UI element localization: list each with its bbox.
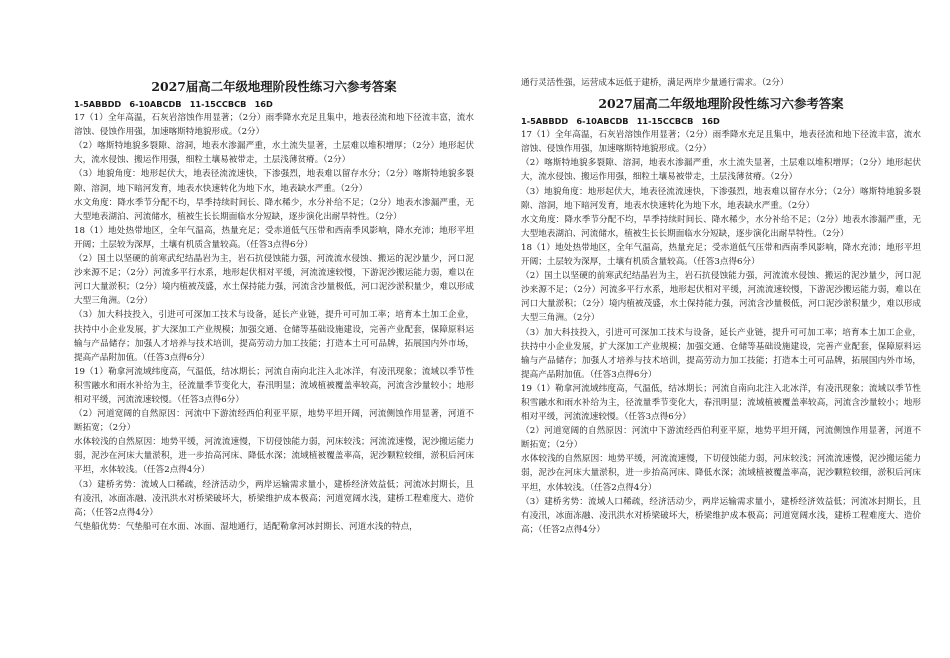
answer-paragraph: （2）河道宽阔的自然原因：河流中下游流经西伯利亚平原，地势平坦开阔，河流侧蚀作用显著，河道不断拓宽；（2分）	[74, 409, 474, 434]
answer-keys: 1-5ABBDD 6-10ABCDB 11-15CCBCB 16D	[74, 99, 273, 109]
answer-paragraph: 水文角度：降水季节分配不均，旱季持续时间长、降水稀少，水分补给不足；（2分）地表水渗漏严重，无大型地表湖泊、河流储水，植被生长长期面临水分短缺，逐步演化出耐旱特性。（2分）	[521, 214, 921, 239]
answer-paragraph: （3）建桥劣势：流域人口稀疏，经济活动少，两岸运输需求量小，建桥经济效益低；河流冰封期长，且有凌汛，冰面冻融、凌汛洪水对桥梁破坏大，桥梁维护成本极高；河道宽阔水浅，建桥工程难度大、造价高；（任答2点得4分）	[521, 496, 921, 535]
answer-paragraph: 18（1）地处热带地区，全年气温高，热量充足；受赤道低气压带和西南季风影响，降水充沛；地形平坦开阔；土层较为深厚，土壤有机质含量较高。（任答3点得6分）	[521, 242, 921, 268]
answer-paragraph: 19（1）勒拿河流域纬度高，气温低，结冰期长；河流自南向北注入北冰洋，有凌汛现象；流域以季节性积雪融水和雨水补给为主，径流量季节变化大，春汛明显；流域植被覆盖率较高，河流含沙量较小；地形相对平缓，河流流速较慢。（任答3点得6分）	[521, 383, 921, 423]
answer-paragraph: （2）喀斯特地貌多裂隙、溶洞，地表水渗漏严重，水土流失显著，土层难以堆积增厚；（2分）地形起伏大，流水侵蚀、搬运作用强，细粒土壤易被带走，土层浅薄贫瘠。（2分）	[521, 158, 921, 183]
left-column	[74, 78, 474, 534]
answer-paragraph: 17（1）全年高温，石灰岩溶蚀作用显著；（2分）雨季降水充足且集中，地表径流和地下径流丰富，流水溶蚀、侵蚀作用强，加速喀斯特地貌形成。（2分）	[521, 130, 921, 155]
answer-paragraph: （2）河道宽阔的自然原因：河流中下游流经西伯利亚平原，地势平坦开阔，河流侧蚀作用显著，河道不断拓宽；（2分）	[521, 426, 921, 451]
answer-paragraph: （3）加大科技投入，引进可可深加工技术与设备，延长产业链，提升可可加工率；培育本土加工企业，扶持中小企业发展，扩大深加工产业规模；加强交通、仓储等基础设施建设，完善产业配套，保障原料运输与产品储存；加强人才培养与技术培训，提高劳动力加工技能；打造本土可可品牌，拓展国内外市场，提高产品附加值。（任答3点得6分）	[521, 327, 921, 380]
page-title: 2027届高二年级地理阶段性练习六参考答案	[151, 79, 397, 94]
answer-paragraph: （3）地貌角度：地形起伏大，地表径流流速快，下渗强烈，地表难以留存水分；（2分）喀斯特地貌多裂隙、溶洞，地下暗河发育，地表水快速转化为地下水，地表缺水严重。（2分）	[74, 169, 474, 194]
answer-keys-duplicate: 1-5ABBDD 6-10ABCDB 11-15CCBCB 16D	[521, 116, 720, 127]
answer-paragraph: 水体较浅的自然原因：地势平缓，河流流速慢，下切侵蚀能力弱，河床较浅；河流流速慢，泥沙搬运能力弱，泥沙在河床大量淤积，进一步抬高河床、降低水深；流域植被覆盖率高，泥沙颗粒较细，淤积后河床平坦，水体较浅。（任答2点得4分）	[521, 454, 921, 493]
answer-paragraph: 气垫船优势：气垫船可在水面、冰面、湿地通行，适配勒拿河冰封期长、河道水浅的特点，	[74, 521, 418, 532]
page-title-duplicate: 2027届高二年级地理阶段性练习六参考答案	[598, 96, 844, 112]
answer-paragraph: （3）加大科技投入，引进可可深加工技术与设备，延长产业链，提升可可加工率；培育本土加工企业，扶持中小企业发展，扩大深加工产业规模；加强交通、仓储等基础设施建设，完善产业配套，保障原料运输与产品储存；加强人才培养与技术培训，提高劳动力加工技能；打造本土可可品牌，拓展国内外市场，提高产品附加值。（任答3点得6分）	[74, 310, 474, 363]
answer-paragraph: 17（1）全年高温，石灰岩溶蚀作用显著；（2分）雨季降水充足且集中，地表径流和地下径流丰富，流水溶蚀、侵蚀作用强，加速喀斯特地貌形成。（2分）	[74, 113, 474, 138]
answer-paragraph: （2）国土以坚硬的前寒武纪结晶岩为主，岩石抗侵蚀能力强，河流流水侵蚀、搬运的泥沙量少，河口泥沙来源不足；（2分）河流多平行水系，地形起伏相对平缓，河流流速较慢，下游泥沙搬运能力弱，难以在河口大量淤积；（2分）境内植被茂盛，水土保持能力强，河流含沙量极低，河口泥沙淤积量少，难以形成大型三角洲。（2分）	[74, 254, 474, 307]
answer-paragraph: 19（1）勒拿河流域纬度高，气温低，结冰期长；河流自南向北注入北冰洋，有凌汛现象；流域以季节性积雪融水和雨水补给为主，径流量季节变化大，春汛明显；流域植被覆盖率较高，河流含沙量较小；地形相对平缓，河流流速较慢。（任答3点得6分）	[74, 366, 474, 405]
answer-paragraph: 18（1）地处热带地区，全年气温高，热量充足；受赤道低气压带和西南季风影响，降水充沛；地形平坦开阔；土层较为深厚，土壤有机质含量较高。（任答3点得6分）	[74, 225, 474, 250]
answer-paragraph: 水体较浅的自然原因：地势平缓，河流流速慢，下切侵蚀能力弱，河床较浅；河流流速慢，泥沙搬运能力弱，泥沙在河床大量淤积，进一步抬高河床、降低水深；流域植被覆盖率高，泥沙颗粒较细，淤积后河床平坦，水体较浅。（任答2点得4分）	[74, 437, 474, 476]
answer-paragraph: （2）喀斯特地貌多裂隙、溶洞，地表水渗漏严重，水土流失显著，土层难以堆积增厚；（2分）地形起伏大，流水侵蚀、搬运作用强，细粒土壤易被带走，土层浅薄贫瘠。（2分）	[74, 141, 474, 166]
continued-paragraph: 通行灵活性强，运营成本远低于建桥，满足两岸少量通行需求。（2分）	[521, 78, 789, 88]
answer-paragraph: 水文角度：降水季节分配不均，旱季持续时间长、降水稀少，水分补给不足；（2分）地表水渗漏严重，无大型地表湖泊、河流储水，植被生长长期面临水分短缺，逐步演化出耐旱特性。（2分）	[74, 197, 474, 222]
right-column	[521, 78, 921, 537]
answer-paragraph: （3）地貌角度：地形起伏大，地表径流流速快，下渗强烈，地表难以留存水分；（2分）喀斯特地貌多裂隙、溶洞，地下暗河发育，地表水快速转化为地下水，地表缺水严重。（2分）	[521, 186, 921, 211]
answer-paragraph: （3）建桥劣势：流域人口稀疏，经济活动少，两岸运输需求量小，建桥经济效益低；河流冰封期长，且有凌汛，冰面冻融、凌汛洪水对桥梁破坏大，桥梁维护成本极高；河道宽阔水浅，建桥工程难度大、造价高；（任答2点得4分）	[74, 479, 474, 518]
answer-paragraph: （2）国土以坚硬的前寒武纪结晶岩为主，岩石抗侵蚀能力强，河流流水侵蚀、搬运的泥沙量少，河口泥沙来源不足；（2分）河流多平行水系，地形起伏相对平缓，河流流速较慢，下游泥沙搬运能力弱，难以在河口大量淤积；（2分）境内植被茂盛，水土保持能力强，河流含沙量极低，河口泥沙淤积量少，难以形成大型三角洲。（2分）	[521, 271, 921, 324]
